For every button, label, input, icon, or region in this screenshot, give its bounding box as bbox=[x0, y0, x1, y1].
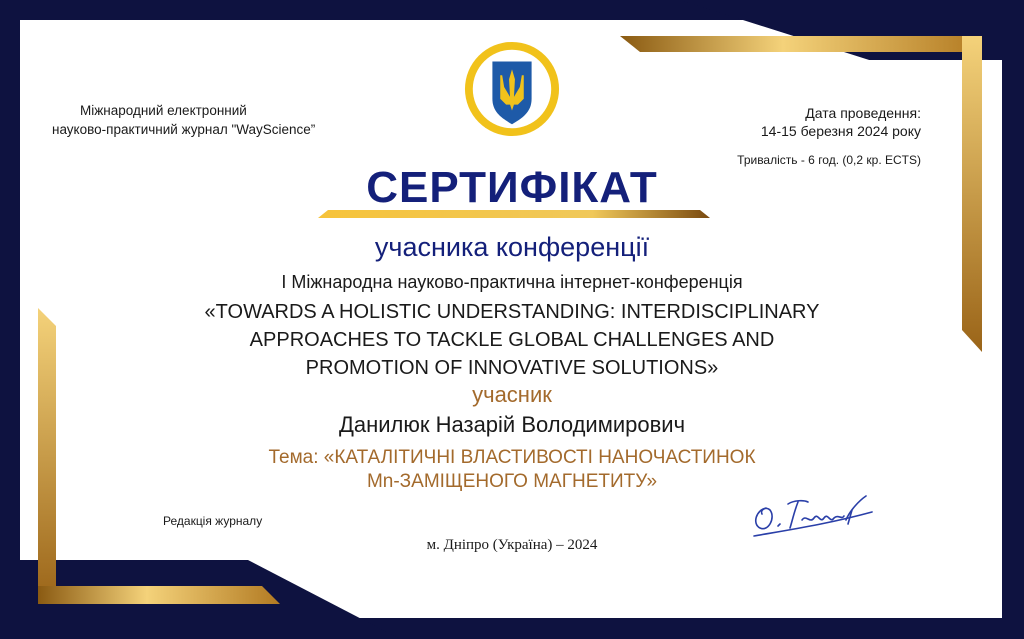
topic-line2: Mn-ЗАМІЩЕНОГО МАГНЕТИТУ» bbox=[366, 471, 658, 492]
place-year: м. Дніпро (Україна) – 2024 bbox=[426, 537, 598, 553]
date-label: Дата проведення: bbox=[805, 105, 921, 121]
certificate-subtitle: учасника конференції bbox=[374, 232, 650, 262]
duration: Тривалість - 6 год. (0,2 кр. ECTS) bbox=[737, 153, 921, 167]
conference-name-line3: PROMOTION OF INNOVATIVE SOLUTIONS» bbox=[305, 357, 719, 379]
conference-name-line2: APPROACHES TO TACKLE GLOBAL CHALLENGES AND bbox=[249, 329, 775, 351]
participant-name: Данилюк Назарій Володимирович bbox=[338, 412, 686, 437]
topic-line1: Тема: «КАТАЛІТИЧНІ ВЛАСТИВОСТІ НАНОЧАСТИНОК bbox=[268, 447, 756, 468]
journal-name-line2: науково-практичний журнал "WayScience” bbox=[52, 122, 316, 137]
trident-emblem-icon bbox=[463, 40, 561, 138]
conference-type: I Міжнародна науково-практична інтернет-конференція bbox=[281, 272, 743, 292]
journal-name-line1: Міжнародний електронний bbox=[80, 103, 247, 118]
gold-band-bottom bbox=[38, 586, 280, 604]
conference-name-line1: «TOWARDS A HOLISTIC UNDERSTANDING: INTERDISCIPLINARY bbox=[204, 301, 820, 323]
editor-signature bbox=[748, 490, 878, 540]
gold-band-top bbox=[620, 36, 982, 52]
role-label: учасник bbox=[472, 382, 552, 407]
certificate-title: СЕРТИФІКАТ bbox=[366, 163, 658, 212]
editorial-label: Редакція журналу bbox=[163, 514, 263, 528]
date-value: 14-15 березня 2024 року bbox=[760, 123, 921, 139]
